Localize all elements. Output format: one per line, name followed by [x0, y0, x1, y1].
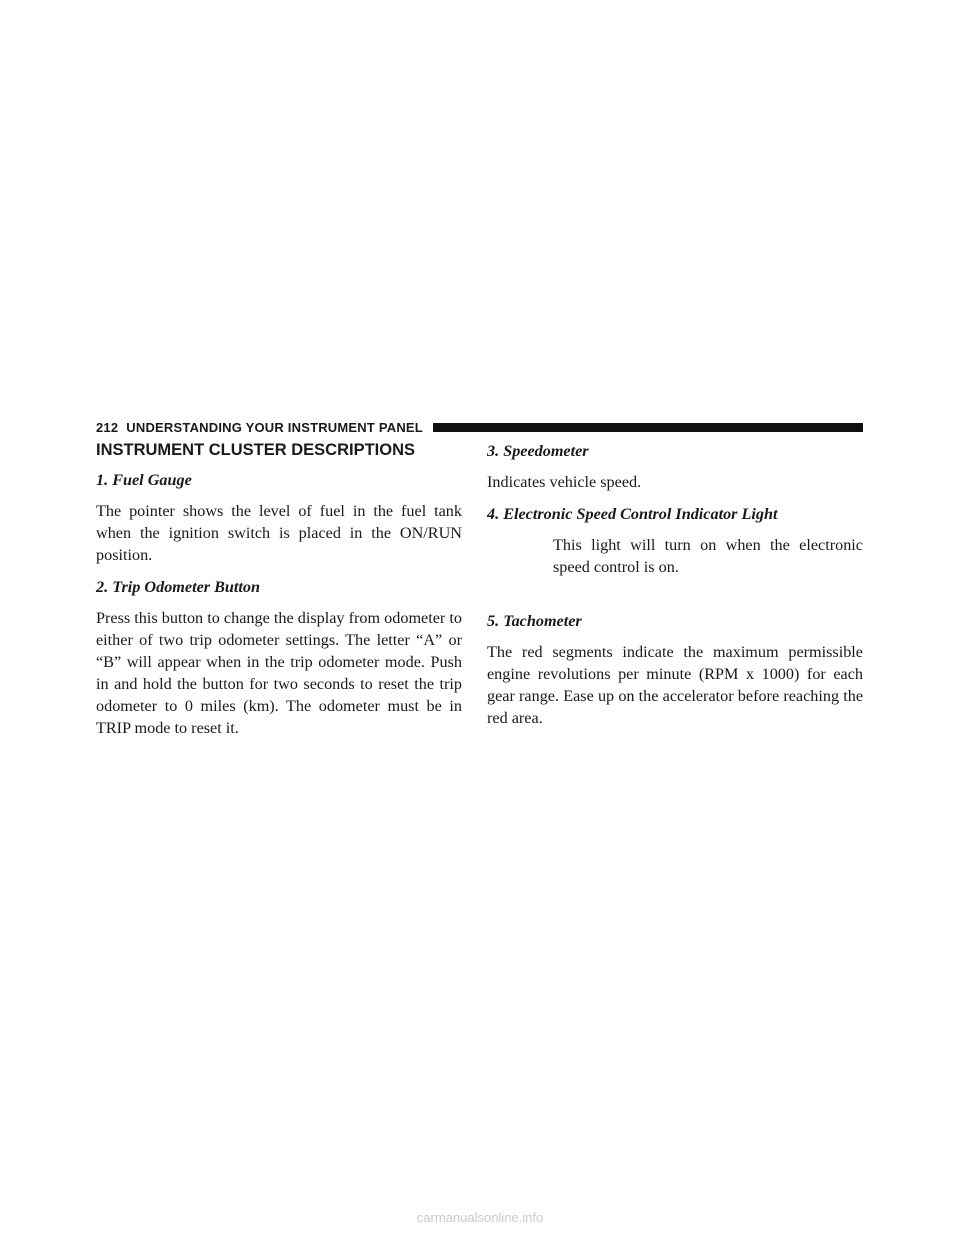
fuel-gauge-text: The pointer shows the level of fuel in the fuel tank when the ignition switch is placed in the ON/RUN position. — [96, 502, 462, 564]
left-column — [96, 440, 462, 749]
speedometer-text: Indicates vehicle speed. — [487, 473, 642, 491]
section-title: INSTRUMENT CLUSTER DESCRIPTIONS — [96, 441, 416, 459]
speed-control-text: This light will turn on when the electronic speed control is on. — [553, 536, 863, 576]
speedometer-heading: 3. Speedometer — [487, 442, 589, 460]
running-header — [96, 417, 863, 437]
trip-odometer-heading: 2. Trip Odometer Button — [96, 578, 260, 596]
fuel-gauge-heading: 1. Fuel Gauge — [96, 471, 192, 489]
right-column — [487, 440, 863, 739]
speed-control-heading: 4. Electronic Speed Control Indicator Light — [487, 505, 778, 523]
watermark: carmanualsonline.info — [416, 1210, 544, 1225]
page-number: 212 — [96, 419, 119, 435]
running-title: UNDERSTANDING YOUR INSTRUMENT PANEL — [126, 419, 423, 435]
trip-odometer-text: Press this button to change the display from odometer to either of two trip odometer settings. The letter “A” or “B” will appear when in the trip odometer mode. Push in and hold the button for two seconds to reset the trip odometer to 0 miles (km). The odometer must be in TRIP mode to reset it. — [96, 609, 462, 737]
tachometer-heading: 5. Tachometer — [487, 612, 582, 630]
tachometer-text: The red segments indicate the maximum permissible engine revolutions per minute (RPM x 1000) for each gear range. Ease up on the accelerator before reaching the red area. — [487, 643, 863, 727]
header-rule — [433, 423, 863, 432]
spacer — [487, 588, 863, 610]
